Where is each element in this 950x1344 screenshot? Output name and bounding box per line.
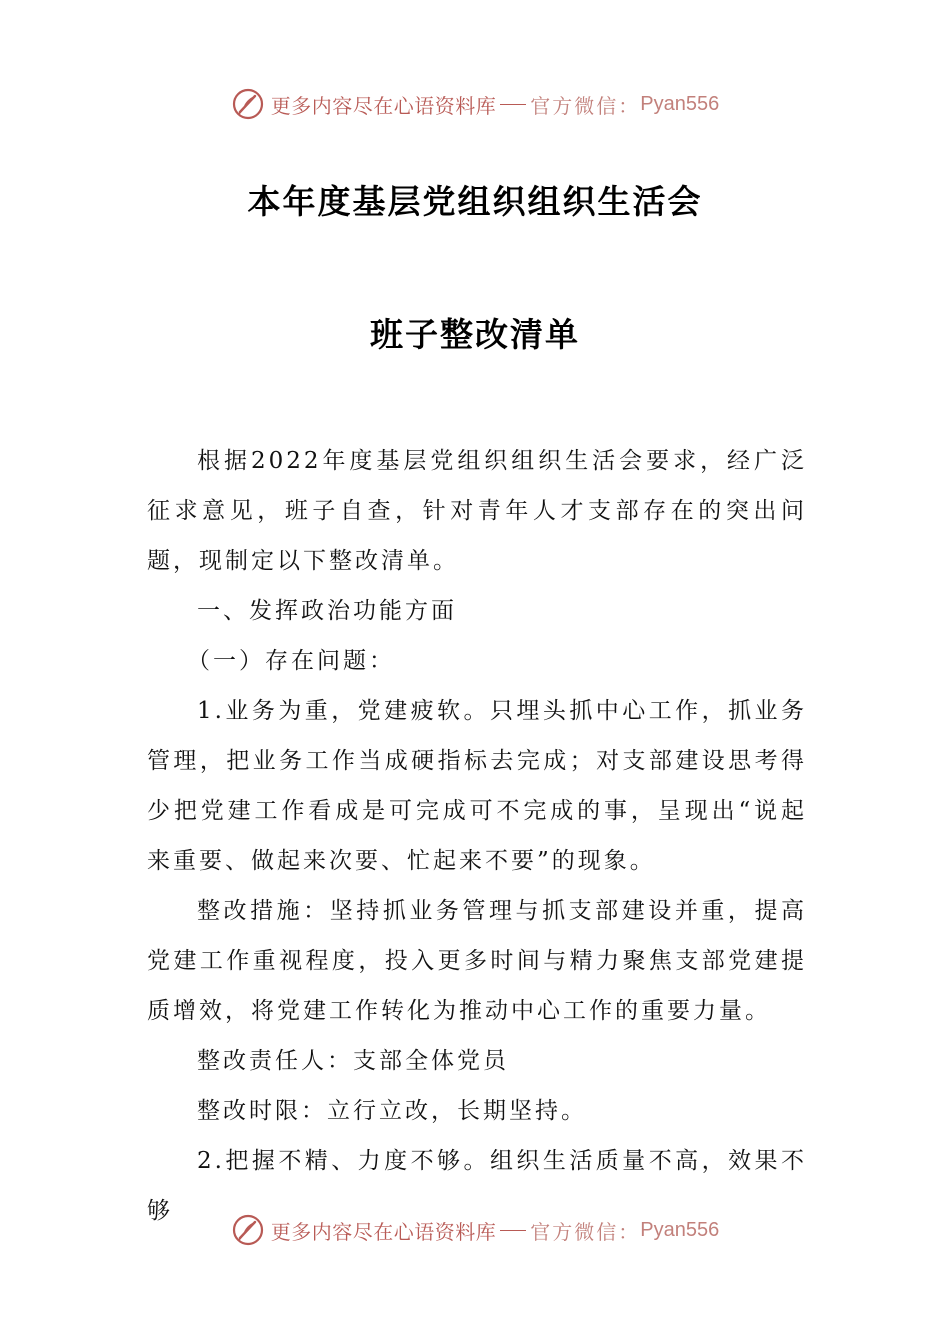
body-paragraph: 1.业务为重，党建疲软。只埋头抓中心工作，抓业务管理，把业务工作当成硬指标去完成；对支部建设思考得少把党建工作看成是可完成可不完成的事，呈现出“说起来重要、做起来次要、忙起来不要”的现象。 bbox=[147, 698, 807, 874]
document-title-line2: 班子整改清单 bbox=[370, 315, 580, 354]
section-heading: 一、发挥政治功能方面 bbox=[197, 598, 457, 624]
body-paragraph: 整改时限：立行立改，长期坚持。 bbox=[197, 1098, 587, 1124]
watermark-separator bbox=[500, 1230, 526, 1231]
subsection-heading: （一）存在问题： bbox=[187, 648, 395, 674]
document-body bbox=[147, 436, 807, 1236]
watermark-text: 更多内容尽在心语资料库 bbox=[270, 93, 497, 118]
body-paragraph: 2.把握不精、力度不够。组织生活质量不高，效果不够 bbox=[147, 1148, 807, 1224]
watermark-id: Pyan556 bbox=[640, 92, 720, 115]
document-title-line1: 本年度基层党组织组织生活会 bbox=[247, 182, 703, 221]
body-paragraph: 根据2022年度基层党组织组织生活会要求，经广泛征求意见，班子自查，针对青年人才支部存在的突出问题，现制定以下整改清单。 bbox=[147, 448, 807, 574]
quill-logo-icon bbox=[231, 1213, 265, 1247]
quill-logo-icon bbox=[231, 87, 265, 121]
watermark-separator bbox=[500, 104, 526, 105]
body-paragraph: 整改责任人：支部全体党员 bbox=[197, 1048, 509, 1074]
footer-watermark bbox=[0, 1212, 950, 1248]
watermark-tail: 官方微信： bbox=[530, 93, 641, 118]
watermark-id: Pyan556 bbox=[640, 1218, 720, 1241]
watermark-text: 更多内容尽在心语资料库 bbox=[270, 1219, 497, 1244]
body-paragraph: 整改措施：坚持抓业务管理与抓支部建设并重，提高党建工作重视程度，投入更多时间与精力聚焦支部党建提质增效，将党建工作转化为推动中心工作的重要力量。 bbox=[147, 898, 807, 1024]
header-watermark bbox=[0, 86, 950, 122]
watermark-tail: 官方微信： bbox=[530, 1219, 641, 1244]
